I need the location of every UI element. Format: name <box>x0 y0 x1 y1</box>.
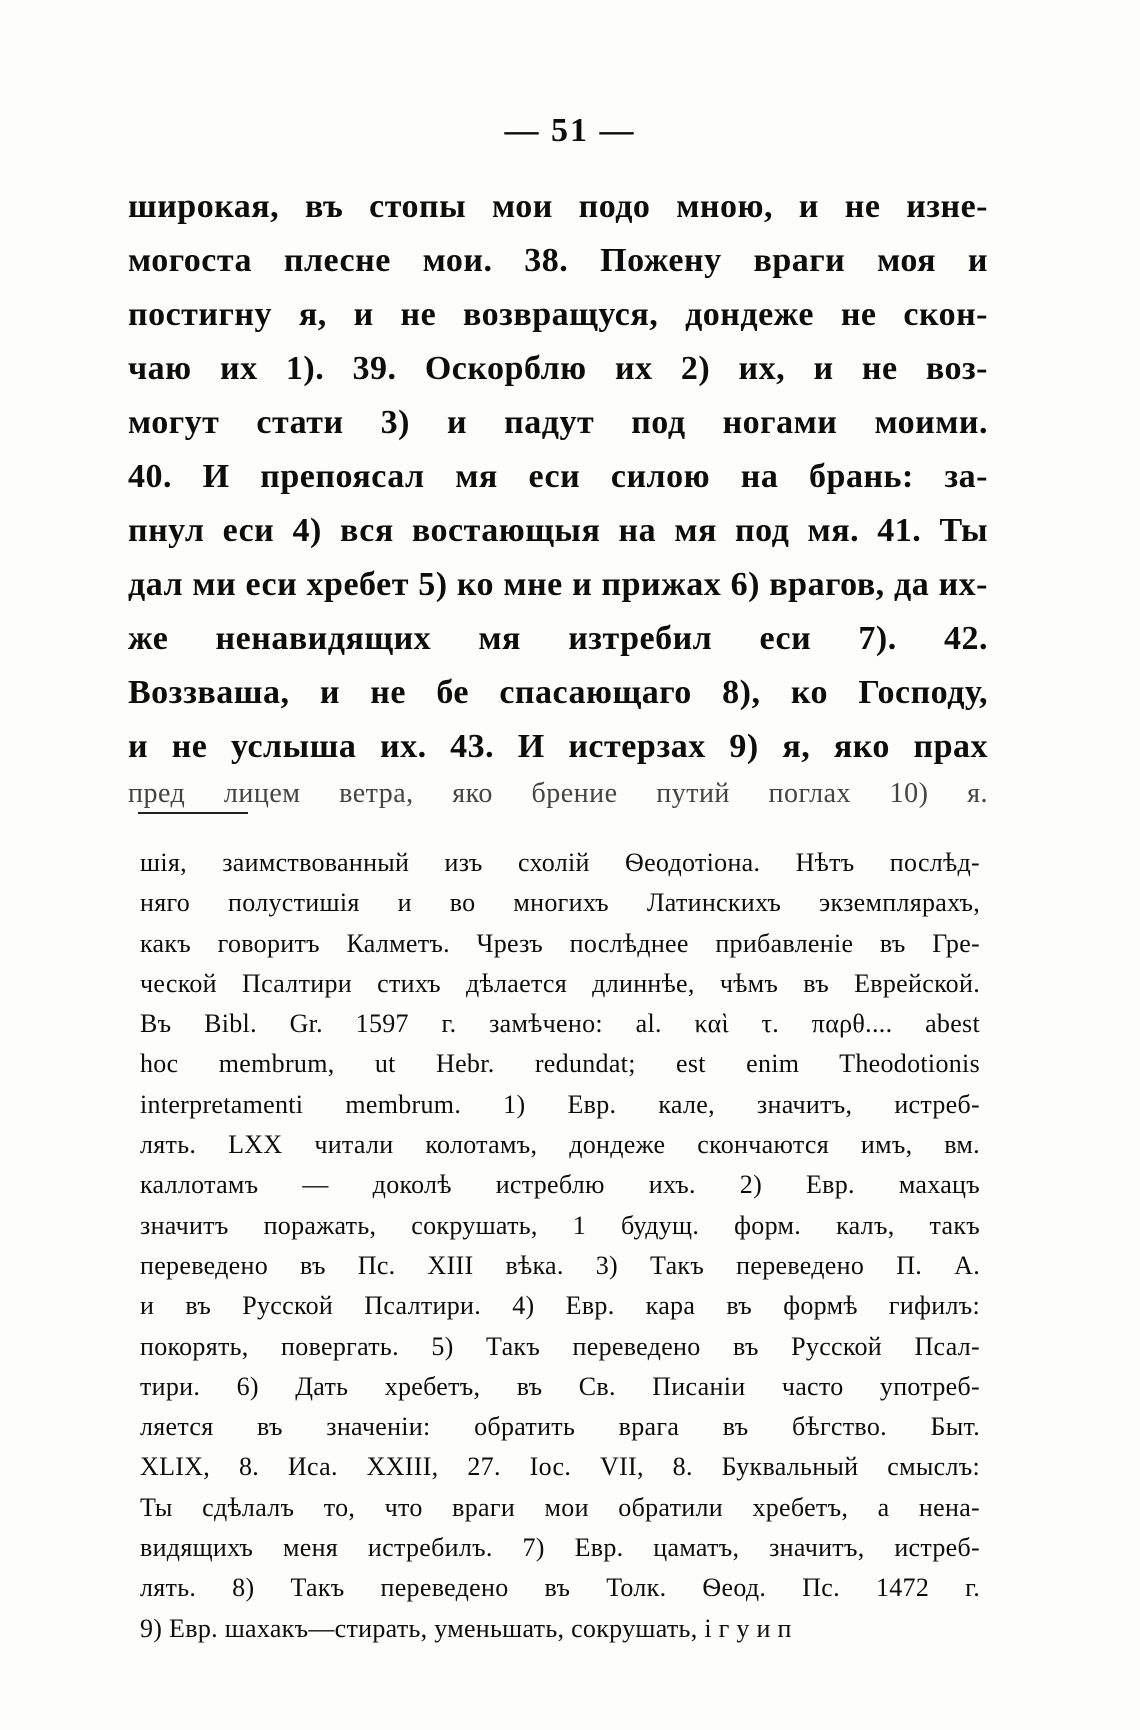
footnote-line: шія, заимствованный изъ схолій Ѳеодотіона. Нѣтъ послѣд- <box>140 848 980 877</box>
footnote-line: 9) Евр. шахакъ—стирать, уменьшать, сокрушать, i г у и п <box>140 1613 792 1643</box>
footnote-line: тири. 6) Дать хребетъ, въ Св. Писаніи часто употреб- <box>140 1371 980 1401</box>
slavonic-line: пнул еси 4) вся востающыя на мя под мя. 41. Ты <box>128 512 988 549</box>
footnote-line: Ты сдѣлалъ то, что враги мои обратили хребетъ, а нена- <box>140 1492 980 1522</box>
footnote-line: лять. LXX читали колотамъ, дондеже скончаются имъ, вм. <box>140 1130 980 1160</box>
footnote-line: XLIX, 8. Иса. XXIII, 27. Іос. VII, 8. Буквальный смыслъ: <box>140 1452 980 1482</box>
slavonic-line: могут стати 3) и падут под ногами моими. <box>128 404 988 441</box>
slavonic-line: пред лицем ветра, яко брение путий поглах 10) я. <box>128 778 988 809</box>
slavonic-line: широкая, въ стопы мои подо мною, и не изне- <box>128 188 988 225</box>
footnote-line: ческой Псалтири стихъ дѣлается длиннѣе, чѣмъ въ Еврейской. <box>140 968 980 998</box>
footnote-line: ляется въ значеніи: обратить врага въ бѣгство. Быт. <box>140 1412 980 1442</box>
footnote-line: значитъ поражать, сокрушать, 1 будущ. форм. калъ, такъ <box>140 1210 980 1240</box>
footnote-line: лять. 8) Такъ переведено въ Толк. Ѳеод. Пс. 1472 г. <box>140 1573 980 1603</box>
footnote-line: hoc membrum, ut Hebr. redundat; est enim Theodotionis <box>140 1049 980 1079</box>
footnote-line: няго полустишія и во многихъ Латинскихъ экземплярахъ, <box>140 888 980 918</box>
slavonic-line: же ненавидящих мя изтребил еси 7). 42. <box>128 620 988 657</box>
page-number: — 51 — <box>504 112 636 149</box>
footnote-line: каллотамъ — доколѣ истреблю ихъ. 2) Евр. махацъ <box>140 1170 980 1200</box>
footnote-line: видящихъ меня истребилъ. 7) Евр. цаматъ, значитъ, истреб- <box>140 1533 980 1563</box>
slavonic-line: могоста плесне мои. 38. Пожену враги моя и <box>128 242 988 279</box>
footnote-line: interpretamenti membrum. 1) Евр. кале, значитъ, истреб- <box>140 1089 980 1119</box>
slavonic-line: 40. И препоясал мя еси силою на брань: за- <box>128 458 988 495</box>
footnote-line: и въ Русской Псалтири. 4) Евр. кара въ формѣ гифилъ: <box>140 1291 980 1321</box>
footnote-line: покорять, повергать. 5) Такъ переведено въ Русской Псал- <box>140 1331 980 1361</box>
slavonic-line: дал ми еси хребет 5) ко мне и прижах 6) врагов, да их- <box>128 566 988 603</box>
footnote-rule <box>138 812 248 814</box>
footnote-line: переведено въ Пс. XIII вѣка. 3) Такъ переведено П. А. <box>140 1250 980 1280</box>
slavonic-line: и не услыша их. 43. И истерзах 9) я, яко прах <box>128 728 988 765</box>
footnotes-block <box>140 843 980 1649</box>
footnote-line: какъ говоритъ Калметъ. Чрезъ послѣднее прибавленіе въ Гре- <box>140 928 980 958</box>
slavonic-line: чаю их 1). 39. Оскорблю их 2) их, и не воз- <box>128 350 988 387</box>
slavonic-text-block <box>128 180 988 814</box>
slavonic-line: постигну я, и не возвращуся, дондеже не скон- <box>128 296 988 333</box>
slavonic-line: Воззваша, и не бе спасающаго 8), ко Господу, <box>128 674 988 711</box>
footnote-line: Въ Bibl. Gr. 1597 г. замѣчено: al. καὶ τ. παρθ.... abest <box>140 1009 980 1039</box>
